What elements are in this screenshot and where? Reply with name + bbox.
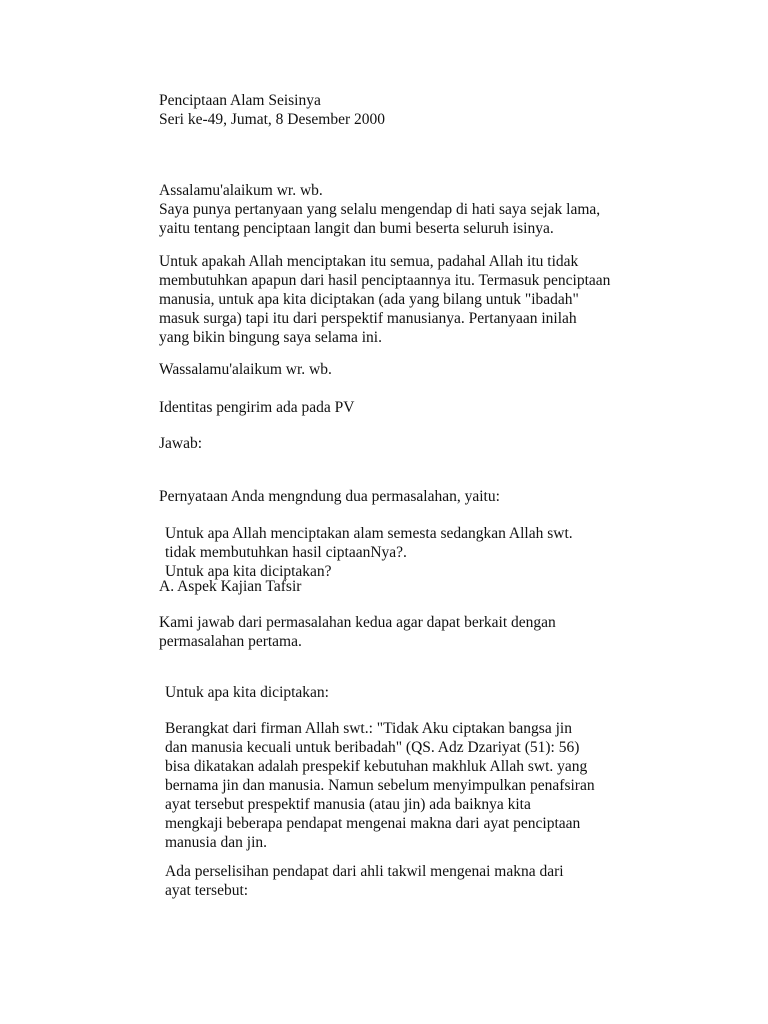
question-paragraph-line: Untuk apakah Allah menciptakan itu semua, padahal Allah itu tidak [159,253,579,270]
question-paragraph-line: yaitu tentang penciptaan langit dan bumi beserta seluruh isinya. [159,220,554,237]
question-closing: Wassalamu'alaikum wr. wb. [159,361,332,378]
question-paragraph-line: yang bikin bingung saya selama ini. [159,329,382,346]
answer-paragraph-line: Ada perselisihan pendapat dari ahli takwil mengenai makna dari [165,863,564,880]
question-greeting: Assalamu'alaikum wr. wb. [159,182,323,199]
question-block [159,181,759,238]
answer-paragraph [159,613,759,651]
list-item: Untuk apa Allah menciptakan alam semesta sedangkan Allah swt. [165,525,573,542]
question-paragraph-line: manusia, untuk apa kita diciptakan (ada yang bilang untuk "ibadah" [159,291,579,308]
question-paragraph-line: masuk surga) tapi itu dari perspektif manusianya. Pertanyaan inilah [159,310,577,327]
question-paragraph-line: membutuhkan apapun dari hasil penciptaannya itu. Termasuk penciptaan [159,272,611,289]
answer-paragraph [165,862,765,900]
document-header [159,91,759,129]
answer-subheading: Untuk apa kita diciptakan: [165,684,329,701]
document-series: Seri ke-49, Jumat, 8 Desember 2000 [159,111,385,128]
answer-paragraph-line: manusia dan jin. [165,834,268,851]
answer-list [165,524,765,581]
answer-paragraph-line: Berangkat dari firman Allah swt.: "Tidak Aku ciptakan bangsa jin [165,720,572,737]
section-heading: A. Aspek Kajian Tafsir [159,578,302,595]
answer-paragraph-line: Kami jawab dari permasalahan kedua agar dapat berkait dengan [159,614,556,631]
list-item: tidak membutuhkan hasil ciptaanNya?. [165,544,407,561]
answer-paragraph-line: bisa dikatakan adalah prespekif kebutuhan makhluk Allah swt. yang [165,758,588,775]
list-item: Untuk apa kita diciptakan? [165,563,332,580]
question-sender: Identitas pengirim ada pada PV [159,399,355,416]
answer-paragraph-line: permasalahan pertama. [159,633,302,650]
question-paragraph-line: Saya punya pertanyaan yang selalu mengendap di hati saya sejak lama, [159,201,601,218]
answer-paragraph-line: ayat tersebut prespektif manusia (atau jin) ada baiknya kita [165,796,531,813]
answer-paragraph-line: ayat tersebut: [165,882,249,899]
document-title: Penciptaan Alam Seisinya [159,92,321,109]
answer-label: Jawab: [159,435,203,452]
answer-intro: Pernyataan Anda mengndung dua permasalahan, yaitu: [159,488,500,505]
answer-paragraph [165,719,765,852]
answer-paragraph-line: mengkaji beberapa pendapat mengenai makna dari ayat penciptaan [165,815,581,832]
answer-paragraph-line: dan manusia kecuali untuk beribadah" (QS. Adz Dzariyat (51): 56) [165,739,580,756]
answer-paragraph-line: bernama jin dan manusia. Namun sebelum menyimpulkan penafsiran [165,777,595,794]
question-paragraph [159,252,759,347]
